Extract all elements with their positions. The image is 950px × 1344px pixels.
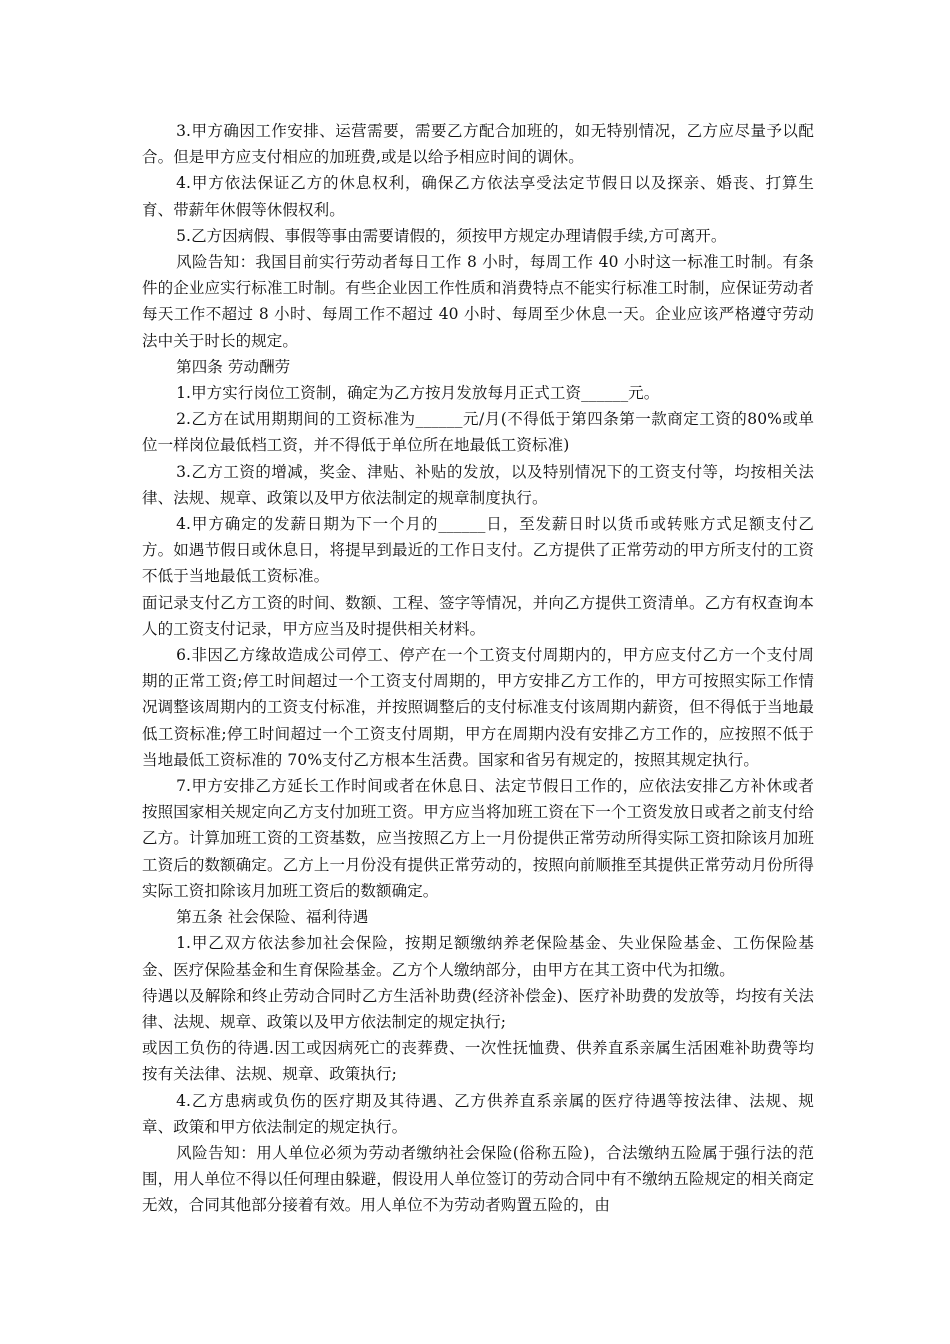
paragraph-payment-records: 面记录支付乙方工资的时间、数额、工程、签字等情况，并向乙方提供工资清单。乙方有权查询本人的工资支付记录，甲方应当及时提供相关材料。 bbox=[142, 593, 814, 638]
section-heading-article-4: 第四条 劳动酬劳 bbox=[176, 357, 291, 376]
paragraph-risk-notice-insurance: 风险告知：用人单位必须为劳动者缴纳社会保险(俗称五险)，合法缴纳五险属于强行法的范围，用人单位不得以任何理由躲避，假设用人单位签订的劳动合同中有不缴纳五险规定的相关商定无效，合同其他部分接着有效。用人单位不为劳动者购置五险的，由 bbox=[142, 1143, 814, 1215]
section-heading-article-5: 第五条 社会保险、福利待遇 bbox=[176, 908, 369, 927]
paragraph-benefits: 待遇以及解除和终止劳动合同时乙方生活补助费(经济补偿金)、医疗补助费的发放等，均按有关法律、法规、规章、政策以及甲方依法制定的规定执行; bbox=[142, 986, 814, 1031]
paragraph-salary-system: 1.甲方实行岗位工资制，确定为乙方按月发放每月正式工资______元。 bbox=[176, 384, 660, 403]
paragraph-salary-changes: 3.乙方工资的增减，奖金、津贴、补贴的发放，以及特别情况下的工资支付等，均按相关法律、法规、规章、政策以及甲方依法制定的规章制度执行。 bbox=[142, 462, 814, 507]
paragraph-rest-rights: 4.甲方依法保证乙方的休息权利，确保乙方依法享受法定节假日以及探亲、婚丧、打算生育、带薪年休假等休假权利。 bbox=[142, 174, 814, 219]
paragraph-leave-request: 5.乙方因病假、事假等事由需要请假的，须按甲方规定办理请假手续,方可离开。 bbox=[176, 226, 727, 245]
paragraph-injury-benefits: 或因工负伤的待遇.因工或因病死亡的丧葬费、一次性抚恤费、供养直系亲属生活困难补助费等均按有关法律、法规、规章、政策执行; bbox=[142, 1039, 814, 1084]
paragraph-pay-date: 4.甲方确定的发薪日期为下一个月的______日，至发薪日时以货币或转账方式足额支付乙方。如遇节假日或休息日，将提早到最近的工作日支付。乙方提供了正常劳动的甲方所支付的工资不低于当地最低工资标准。 bbox=[142, 515, 814, 586]
paragraph-overtime: 3.甲方确因工作安排、运营需要，需要乙方配合加班的，如无特别情况，乙方应尽量予以配合。但是甲方应支付相应的加班费,或是以给予相应时间的调休。 bbox=[142, 122, 814, 167]
paragraph-work-stoppage: 6.非因乙方缘故造成公司停工、停产在一个工资支付周期内的，甲方应支付乙方一个支付周期的正常工资;停工时间超过一个工资支付周期的，甲方安排乙方工作的，甲方可按照实际工作情况调整该周期内的工资支付标准，并按照调整后的支付标准支付该周期内薪资，但不得低于当地最低工资标准;停工时间超过一个工资支付周期，甲方在周期内没有安排乙方工作的，应按照不低于当地最低工资标准的 70%支付乙方根本生活费。国家和省另有规定的，按照其规定执行。 bbox=[142, 646, 814, 769]
paragraph-medical-period: 4.乙方患病或负伤的医疗期及其待遇、乙方供养直系亲属的医疗待遇等按法律、法规、规章、政策和甲方依法制定的规定执行。 bbox=[142, 1091, 814, 1136]
paragraph-probation-salary: 2.乙方在试用期期间的工资标准为______元/月(不得低于第四条第一款商定工资的80%或单位一样岗位最低档工资，并不得低于单位所在地最低工资标准) bbox=[142, 410, 814, 455]
document-body bbox=[142, 118, 814, 1219]
paragraph-risk-notice-hours: 风险告知：我国目前实行劳动者每日工作 8 小时，每周工作 40 小时这一标准工时制。有条件的企业应实行标准工时制。有些企业因工作性质和消费特点不能实行标准工时制，应保证劳动者每天工作不超过 8 小时、每周工作不超过 40 小时、每周至少休息一天。企业应该严格遵守劳动法中关于时长的规定。 bbox=[142, 253, 814, 350]
paragraph-overtime-pay: 7.甲方安排乙方延长工作时间或者在休息日、法定节假日工作的，应依法安排乙方补休或者按照国家相关规定向乙方支付加班工资。甲方应当将加班工资在下一个工资发放日或者之前支付给乙方。计算加班工资的工资基数，应当按照乙方上一月份提供正常劳动所得实际工资扣除该月加班工资后的数额确定。乙方上一月份没有提供正常劳动的，按照向前顺推至其提供正常劳动月份所得实际工资扣除该月加班工资后的数额确定。 bbox=[142, 777, 814, 900]
paragraph-social-insurance: 1.甲乙双方依法参加社会保险，按期足额缴纳养老保险基金、失业保险基金、工伤保险基金、医疗保险基金和生育保险基金。乙方个人缴纳部分，由甲方在其工资中代为扣缴。 bbox=[142, 934, 814, 979]
